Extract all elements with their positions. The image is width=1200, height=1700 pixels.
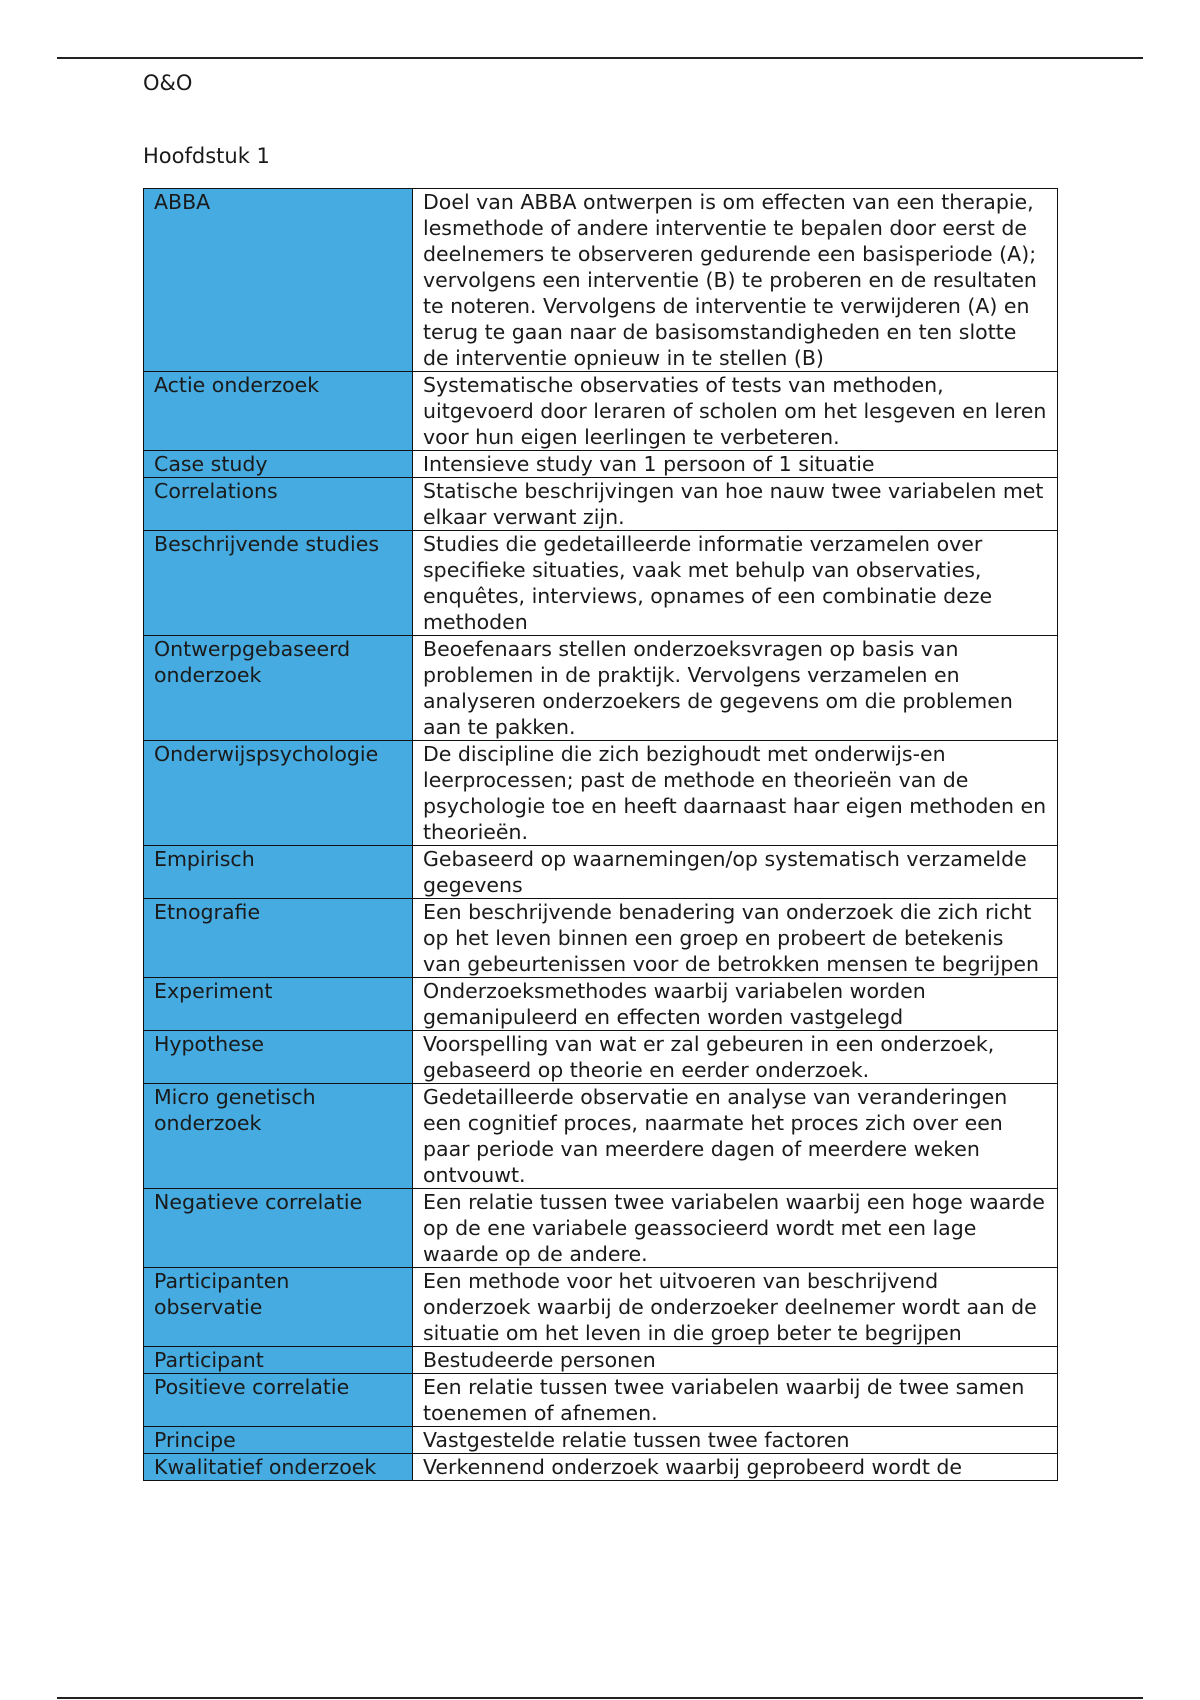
glossary-definition: De discipline die zich bezighoudt met onderwijs-en leerprocessen; past de methode en theorieën van de psychologie toe en heeft daarnaast haar eigen methoden en theorieën. [413, 741, 1058, 846]
glossary-term: Negatieve correlatie [144, 1189, 413, 1268]
glossary-definition: Een relatie tussen twee variabelen waarbij de twee samen toenemen of afnemen. [413, 1374, 1058, 1427]
glossary-term: Beschrijvende studies [144, 531, 413, 636]
glossary-definition: Systematische observaties of tests van methoden, uitgevoerd door leraren of scholen om het lesgeven en leren voor hun eigen leerlingen te verbeteren. [413, 372, 1058, 451]
glossary-definition: Bestudeerde personen [413, 1347, 1058, 1374]
glossary-definition: Gedetailleerde observatie en analyse van veranderingen een cognitief proces, naarmate het proces zich over een paar periode van meerdere dagen of meerdere weken ontvouwt. [413, 1084, 1058, 1189]
glossary-table [143, 188, 1058, 1481]
glossary-definition: Statische beschrijvingen van hoe nauw twee variabelen met elkaar verwant zijn. [413, 478, 1058, 531]
glossary-row [144, 478, 1058, 531]
glossary-row [144, 899, 1058, 978]
glossary-definition: Vastgestelde relatie tussen twee factoren [413, 1427, 1058, 1454]
glossary-row [144, 531, 1058, 636]
glossary-definition: Gebaseerd op waarnemingen/op systematisch verzamelde gegevens [413, 846, 1058, 899]
top-rule [57, 57, 1143, 59]
glossary-row [144, 741, 1058, 846]
document-header: O&O [143, 71, 193, 95]
glossary-term: ABBA [144, 189, 413, 372]
bottom-rule [57, 1697, 1143, 1699]
glossary-row [144, 372, 1058, 451]
glossary-term: Hypothese [144, 1031, 413, 1084]
glossary-term: Empirisch [144, 846, 413, 899]
glossary-row [144, 451, 1058, 478]
glossary-row [144, 189, 1058, 372]
section-title: Hoofdstuk 1 [143, 144, 270, 168]
glossary-term: Ontwerpgebaseerd onderzoek [144, 636, 413, 741]
glossary-row [144, 1374, 1058, 1427]
glossary-term: Onderwijspsychologie [144, 741, 413, 846]
glossary-row [144, 1031, 1058, 1084]
glossary-term: Kwalitatief onderzoek [144, 1454, 413, 1481]
glossary-row [144, 1084, 1058, 1189]
glossary-row [144, 1347, 1058, 1374]
glossary-term: Participanten observatie [144, 1268, 413, 1347]
glossary-row [144, 1427, 1058, 1454]
glossary-definition: Intensieve study van 1 persoon of 1 situatie [413, 451, 1058, 478]
glossary-definition: Een beschrijvende benadering van onderzoek die zich richt op het leven binnen een groep en probeert de betekenis van gebeurtenissen voor de betrokken mensen te begrijpen [413, 899, 1058, 978]
glossary-term: Etnografie [144, 899, 413, 978]
glossary-term: Participant [144, 1347, 413, 1374]
glossary-definition: Onderzoeksmethodes waarbij variabelen worden gemanipuleerd en effecten worden vastgelegd [413, 978, 1058, 1031]
glossary-definition: Een relatie tussen twee variabelen waarbij een hoge waarde op de ene variabele geassocieerd wordt met een lage waarde op de andere. [413, 1189, 1058, 1268]
glossary-row [144, 1454, 1058, 1481]
glossary-term: Case study [144, 451, 413, 478]
glossary-term: Experiment [144, 978, 413, 1031]
glossary-definition: Een methode voor het uitvoeren van beschrijvend onderzoek waarbij de onderzoeker deelnemer wordt aan de situatie om het leven in die groep beter te begrijpen [413, 1268, 1058, 1347]
glossary-term: Positieve correlatie [144, 1374, 413, 1427]
glossary-term: Correlations [144, 478, 413, 531]
glossary-definition: Beoefenaars stellen onderzoeksvragen op basis van problemen in de praktijk. Vervolgens verzamelen en analyseren onderzoekers de gegevens om die problemen aan te pakken. [413, 636, 1058, 741]
glossary-term: Actie onderzoek [144, 372, 413, 451]
glossary-row [144, 1189, 1058, 1268]
glossary-row [144, 846, 1058, 899]
glossary-term: Principe [144, 1427, 413, 1454]
glossary-definition: Studies die gedetailleerde informatie verzamelen over specifieke situaties, vaak met behulp van observaties, enquêtes, interviews, opnames of een combinatie deze methoden [413, 531, 1058, 636]
glossary-row [144, 978, 1058, 1031]
glossary-row [144, 1268, 1058, 1347]
glossary-term: Micro genetisch onderzoek [144, 1084, 413, 1189]
glossary-row [144, 636, 1058, 741]
glossary-definition: Doel van ABBA ontwerpen is om effecten van een therapie, lesmethode of andere interventie te bepalen door eerst de deelnemers te observeren gedurende een basisperiode (A); vervolgens een interventie (B) te proberen en de resultaten te noteren. Vervolgens de interventie te verwijderen (A) en terug te gaan naar de basisomstandigheden en ten slotte de interventie opnieuw in te stellen (B) [413, 189, 1058, 372]
glossary-definition: Voorspelling van wat er zal gebeuren in een onderzoek, gebaseerd op theorie en eerder onderzoek. [413, 1031, 1058, 1084]
glossary-definition: Verkennend onderzoek waarbij geprobeerd wordt de [413, 1454, 1058, 1481]
